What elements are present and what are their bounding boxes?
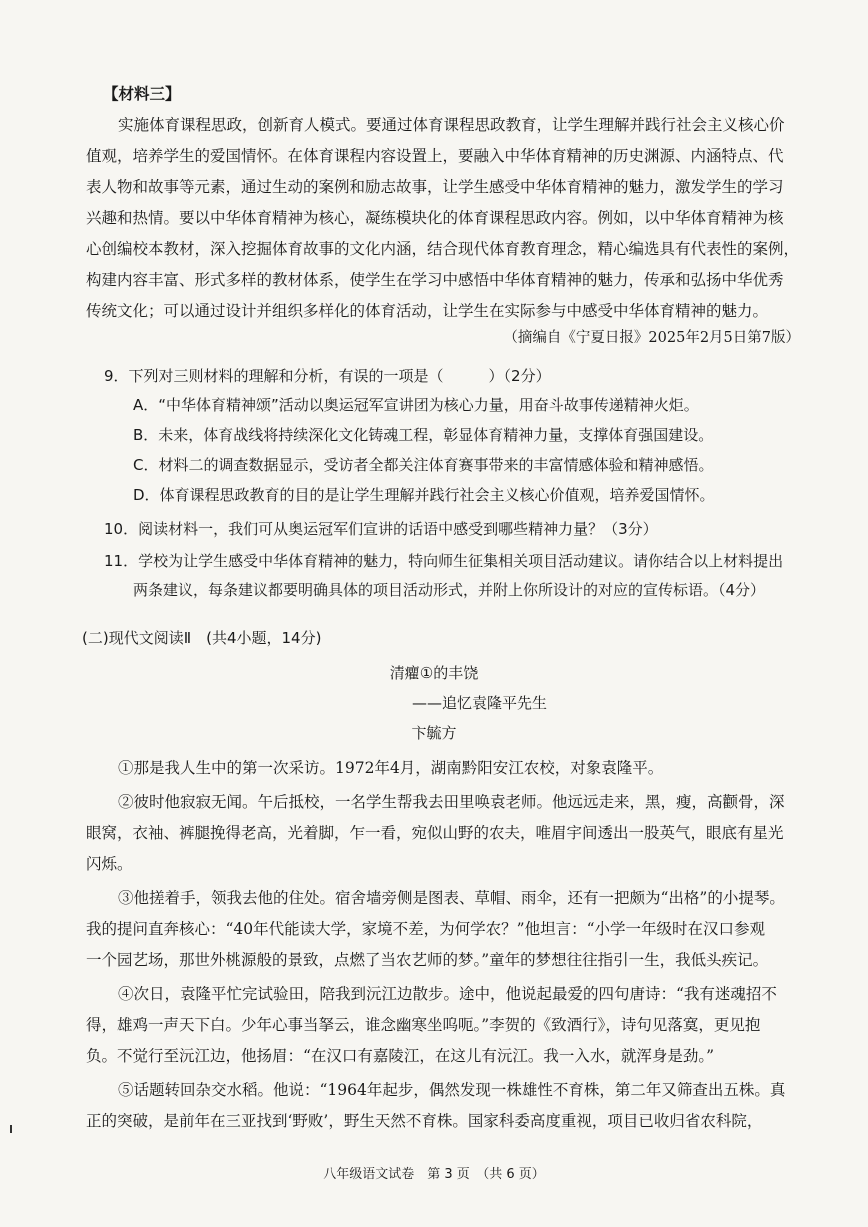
- material-line: 构建内容丰富、形式多样的教材体系，使学生在学习中感悟中华体育精神的魅力，传承和弘扬中华优秀: [86, 271, 784, 289]
- article-paragraph-line: ②彼时他寂寂无闻。午后抵校，一名学生帮我去田里唤袁老师。他远远走来，黑，瘦，高颧骨，深: [118, 793, 785, 811]
- question-9-option-c: C．材料二的调查数据显示，受访者全都关注体育赛事带来的丰富情感体验和精神感悟。: [133, 456, 714, 474]
- article-paragraph-line: 一个园艺场，那世外桃源般的景致，点燃了当农艺师的梦。”童年的梦想往往指引一生，我低头疾记。: [86, 951, 769, 969]
- article-title: 清癯①的丰饶: [389, 664, 479, 682]
- material-line: 值观，培养学生的爱国情怀。在体育课程内容设置上，要融入中华体育精神的历史渊源、内涵特点、代: [86, 147, 784, 165]
- question-11-line1: 11．学校为让学生感受中华体育精神的魅力，特向师生征集相关项目活动建议。请你结合以上材料提出: [104, 552, 784, 570]
- section-heading: (二)现代文阅读Ⅱ (共4小题，14分): [82, 629, 322, 647]
- question-10: 10．阅读材料一，我们可从奥运冠军们宣讲的话语中感受到哪些精神力量？（3分）: [104, 520, 658, 538]
- article-author: 卞毓方: [411, 724, 457, 742]
- article-paragraph-line: 闪烁。: [86, 855, 133, 873]
- article-paragraph-line: ⑤话题转回杂交水稻。他说：“1964年起步，偶然发现一株雄性不育株，第二年又筛查出五株。真: [118, 1081, 786, 1099]
- material-line: 兴趣和热情。要以中华体育精神为核心，凝练模块化的体育课程思政内容。例如，以中华体育精神为核: [86, 209, 784, 227]
- question-9-option-a: A．“中华体育精神颂”活动以奥运冠军宣讲团为核心力量，用奋斗故事传递精神火炬。: [133, 396, 699, 414]
- question-9-option-d: D．体育课程思政教育的目的是让学生理解并践行社会主义核心价值观，培养爱国情怀。: [133, 486, 715, 504]
- material-line: 实施体育课程思政，创新育人模式。要通过体育课程思政教育，让学生理解并践行社会主义核心价: [118, 116, 785, 134]
- article-paragraph-line: 负。不觉行至沅江边，他扬眉：“在汉口有嘉陵江，在这儿有沅江。我一入水，就浑身是劲。”: [86, 1047, 715, 1065]
- material-line: 心创编校本教材，深入挖掘体育故事的文化内涵，结合现代体育教育理念，精心编选具有代表性的案例，: [86, 240, 800, 258]
- material-heading: 【材料三】: [103, 84, 181, 103]
- question-11-line2: 两条建议，每条建议都要明确具体的项目活动形式，并附上你所设计的对应的宣传标语。（4分）: [133, 581, 766, 599]
- article-paragraph-line: 我的提问直奔核心：“40年代能读大学，家境不差，为何学农？”他坦言：“小学一年级时在汉口参观: [86, 920, 765, 938]
- material-line: 传统文化；可以通过设计并组织多样化的体育活动，让学生在实际参与中感受中华体育精神的魅力。: [86, 302, 769, 320]
- question-9-option-b: B．未来，体育战线将持续深化文化铸魂工程，彰显体育精神力量，支撑体育强国建设。: [133, 426, 714, 444]
- article-subtitle: ——追忆袁隆平先生: [412, 694, 548, 712]
- scan-mark: [10, 1125, 12, 1133]
- page-footer: 八年级语文试卷 第 3 页 （共 6 页）: [323, 1167, 545, 1182]
- article-paragraph-line: 得，雄鸡一声天下白。少年心事当拏云，谁念幽寒坐呜呃。”李贺的《致酒行》，诗句见落寞，更见抱: [86, 1016, 761, 1034]
- material-source: （摘编自《宁夏日报》2025年2月5日第7版）: [503, 330, 800, 346]
- article-paragraph-line: ①那是我人生中的第一次采访。1972年4月，湖南黔阳安江农校，对象袁隆平。: [118, 759, 664, 777]
- material-line: 表人物和故事等元素，通过生动的案例和励志故事，让学生感受中华体育精神的魅力，激发学生的学习: [86, 178, 784, 196]
- article-paragraph-line: ④次日，袁隆平忙完试验田，陪我到沅江边散步。途中，他说起最爱的四句唐诗：“我有迷魂招不: [118, 985, 777, 1003]
- article-paragraph-line: 眼窝，衣袖、裤腿挽得老高，光着脚，乍一看，宛似山野的农夫，唯眉宇间透出一股英气，眼底有星光: [86, 824, 784, 842]
- article-paragraph-line: 正的突破，是前年在三亚找到‘野败’，野生天然不育株。国家科委高度重视，项目已收归省农科院，: [86, 1112, 763, 1130]
- article-paragraph-line: ③他搓着手，领我去他的住处。宿舍墙旁侧是图表、草帽、雨伞，还有一把颇为“出格”的小提琴。: [118, 889, 785, 907]
- question-9-stem: 9．下列对三则材料的理解和分析，有误的一项是（ ）（2分）: [104, 367, 551, 385]
